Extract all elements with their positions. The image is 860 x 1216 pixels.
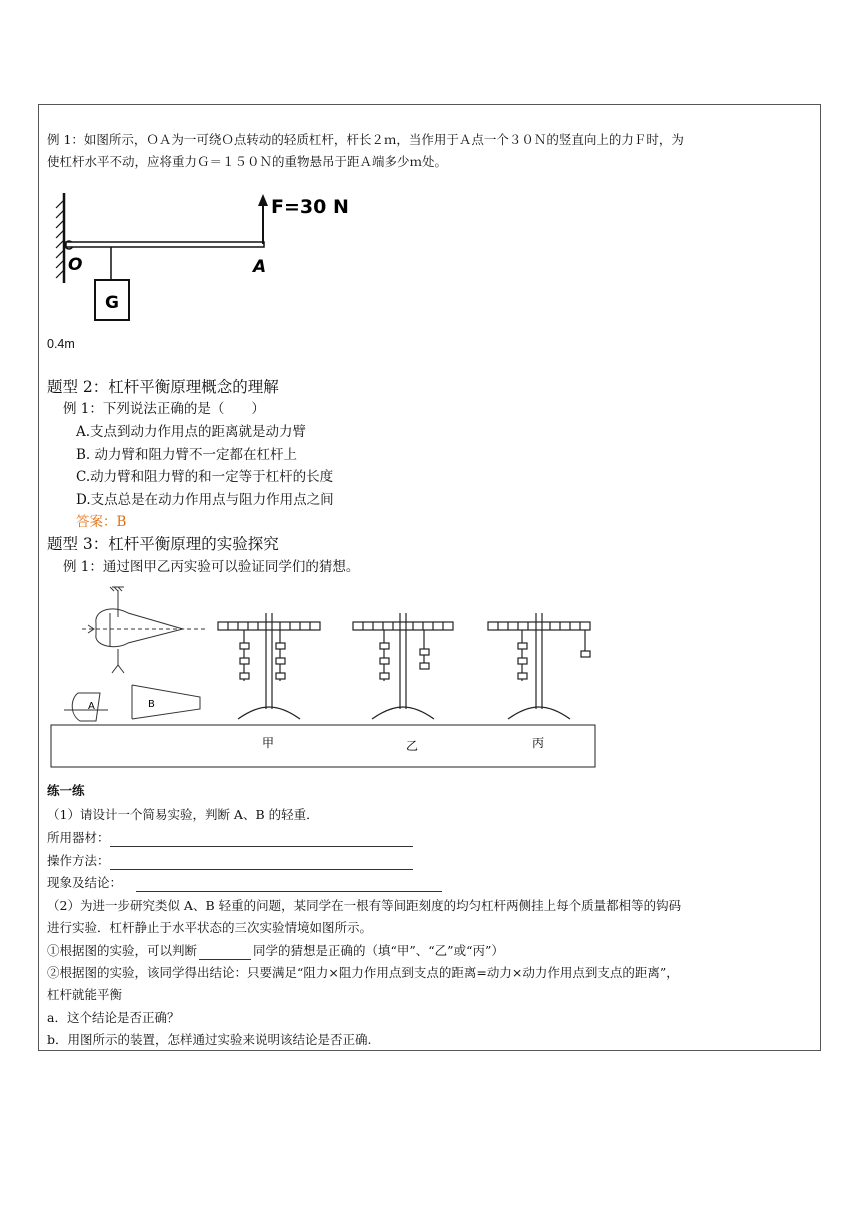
method-blank[interactable] [110, 855, 413, 870]
label-a: A [253, 257, 267, 277]
method-row [47, 852, 413, 870]
lever-figure-1 [44, 188, 364, 338]
label-piece-a: A [88, 701, 95, 712]
equipment-blank[interactable] [110, 832, 413, 847]
lever-stand-jia [218, 613, 320, 719]
result-blank[interactable] [136, 877, 442, 892]
lever-bar [66, 242, 264, 247]
result-row [47, 874, 442, 892]
type2-question: 例 1：下列说法正确的是（ ） [63, 401, 265, 417]
practice-q2-line2: 进行实验．杠杆静止于水平状态的三次实验情境如图所示。 [47, 920, 373, 935]
weights-yi [380, 643, 429, 679]
type2-option-d: D.支点总是在动力作用点与阻力作用点之间 [76, 492, 334, 508]
force-label: F=30 N [271, 196, 349, 218]
experiment-figure [48, 585, 608, 770]
force-arrow-head [258, 194, 268, 206]
label-piece-b: B [148, 699, 155, 710]
type2-option-b: B. 动力臂和阻力臂不一定都在杠杆上 [76, 447, 298, 463]
label-g: G [105, 293, 119, 313]
practice-q2-2-line2: 杠杆就能平衡 [47, 987, 123, 1002]
method-label: 操作方法： [47, 853, 110, 868]
weights-bing [518, 643, 590, 679]
practice-q2-2-line1: ②根据图的实验，该同学得出结论：只要满足“阻力×阻力作用点到支点的距离=动力×动力作用点到支点的距离”， [47, 965, 679, 980]
practice-qb: b．用图所示的装置，怎样通过实验来说明该结论是否正确. [47, 1032, 372, 1047]
caption-yi: 乙 [406, 739, 419, 753]
result-label: 现象及结论： [47, 875, 123, 890]
q2-1-suffix: 同学的猜想是正确的（填“甲”、“乙”或“丙”） [253, 943, 504, 958]
q2-1-blank[interactable] [199, 945, 251, 960]
caption-box [51, 725, 595, 767]
practice-q1: （1）请设计一个简易实验，判断 A、B 的轻重． [47, 807, 319, 822]
caption-jia: 甲 [262, 736, 275, 750]
pieces-a-b [64, 685, 200, 721]
practice-qa: a．这个结论是否正确？ [47, 1010, 180, 1025]
type2-answer: 答案：B [76, 514, 127, 530]
lever-stand-yi [353, 613, 453, 719]
equipment-label: 所用器材： [47, 830, 110, 845]
lever-stand-bing [488, 613, 590, 719]
practice-q2-1 [47, 942, 504, 960]
object-hanging [82, 587, 208, 673]
type3-heading: 题型 3：杠杆平衡原理的实验探究 [47, 535, 279, 553]
caption-bing: 丙 [532, 736, 545, 750]
example1-text-line1: 例 1：如图所示，ＯＡ为一可绕Ｏ点转动的轻质杠杆，杆长２ｍ，当作用于Ａ点一个３０Ｎ的竖直向上的力Ｆ时，为 [47, 132, 684, 147]
equipment-row [47, 829, 413, 847]
type2-option-c: C.动力臂和阻力臂的和一定等于杠杆的长度 [76, 469, 334, 485]
label-o: O [68, 255, 83, 275]
q2-1-prefix: ①根据图的实验，可以判断 [47, 943, 198, 958]
weights-jia [240, 643, 285, 679]
practice-title: 练一练 [47, 783, 85, 798]
practice-q2-line1: （2）为进一步研究类似 A、B 轻重的问题，某同学在一根有等间距刻度的均匀杠杆两侧挂上每个质量都相等的钩码 [47, 898, 682, 913]
type2-option-a: A.支点到动力作用点的距离就是动力臂 [76, 424, 307, 440]
example1-text-line2: 使杠杆水平不动，应将重力Ｇ＝１５０Ｎ的重物悬吊于距Ａ端多少ｍ处。 [47, 154, 448, 169]
type3-question: 例 1：通过图甲乙丙实验可以验证同学们的猜想。 [63, 559, 360, 575]
example1-answer: 0.4m [47, 337, 75, 351]
type2-heading: 题型 2：杠杆平衡原理概念的理解 [47, 378, 279, 396]
